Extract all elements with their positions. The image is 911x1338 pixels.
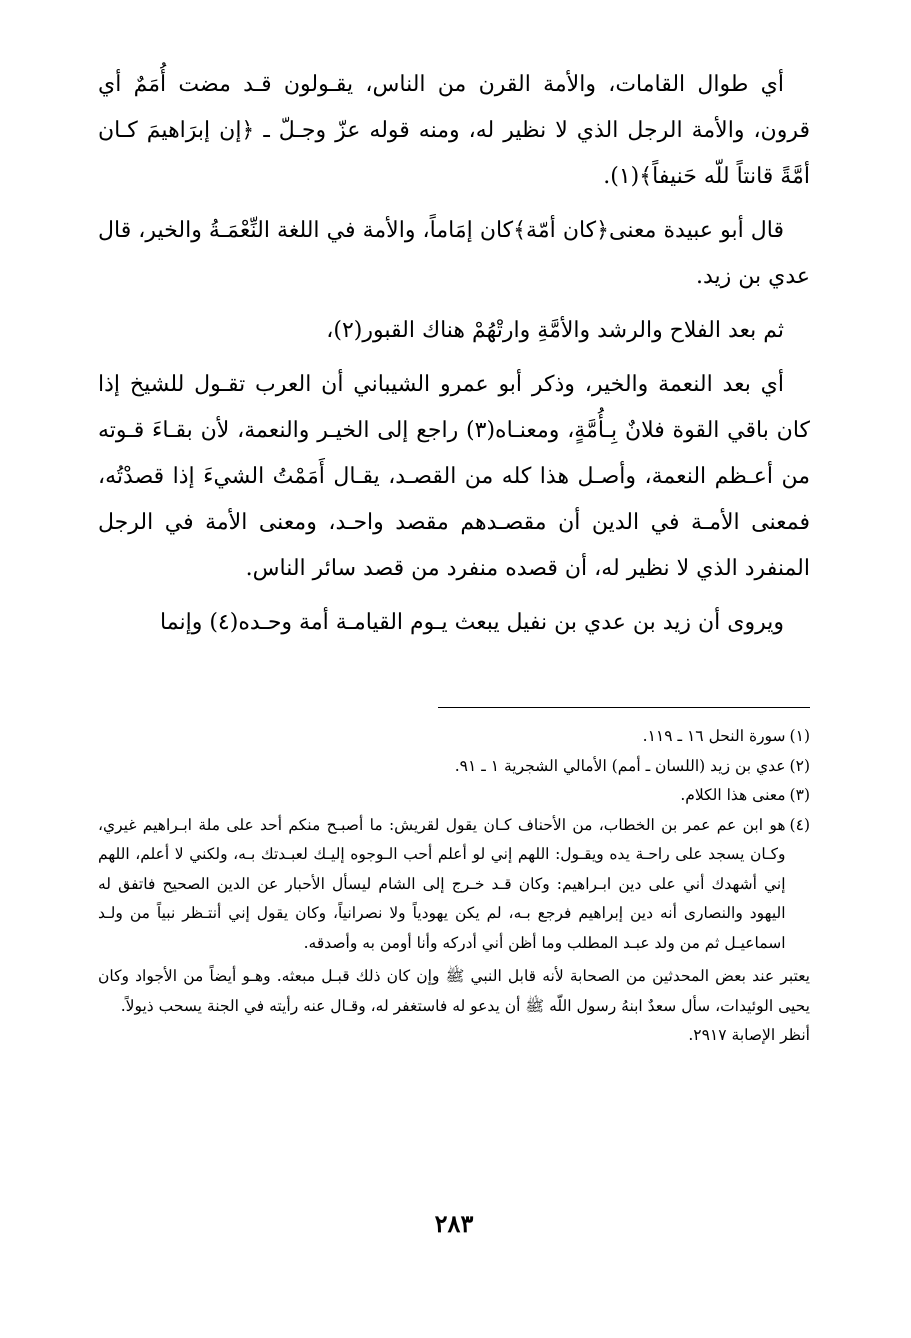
paragraph-4: ويروى أن زيد بن عدي بن نفيل يبعث يـوم القيامـة أمة وحـده(٤) وإنما (160, 610, 784, 635)
verse-line: ثم بعد الفلاح والرشد والأمَّةِ وارتْهُمْ هناك القبور(٢)، (326, 318, 784, 343)
footnote-3 (98, 781, 810, 811)
footnote-4-continuation: يعتبر عند بعض المحدثين من الصحابة لأنه قابل النبي ﷺ وإن كان ذلك قبـل مبعثه. وهـو أيضاً من الأجواد وكان يحيى الوئيدات، سأل سعدٌ ابنهُ رسول اللّه ﷺ أن يدعو له فاستغفر له، وقـال عنه رأيته في الجنة يسحب ذيولاً. (98, 967, 810, 1015)
footnote-number: (٤) (789, 815, 810, 834)
footnote-number: (٢) (789, 756, 810, 775)
footnote-text: معنى هذا الكلام. (680, 786, 786, 804)
footnote-2 (98, 752, 810, 782)
book-page (98, 62, 810, 1282)
footnote-text: هو ابن عم عمر بن الخطاب، من الأحناف كـان يقول لقريش: ما أصبـح منكم أحد على ملة ابـراهيم غيري، وكـان يسجد على راحـة يده ويقـول: اللهم إني لو أعلم أحب الـوجوه إليـك لعبـدتك بـه، ولكني لا أعلم، اللهم إني أشهدك أني على دين ابـراهيم: وكان قـد خـرج إلى الشام ليسأل الأحبار عن الدين الصحيح فاتفق له اليهود والنصارى أنه دين إبراهيم فرجع بـه، لم يكن يهودياً ولا نصرانياً، وكان يقول إني أنتـظر نبياً من ولـد اسماعيـل ثم من ولد عبـد المطلب وما أظن أني أدركه وأنا أومن به وأصدقه. (98, 815, 786, 952)
footnotes (98, 722, 810, 1051)
footnote-text: سورة النحل ١٦ ـ ١١٩. (642, 727, 786, 745)
footnote-1 (98, 722, 810, 752)
page-number: ٢٨٣ (434, 1209, 474, 1238)
paragraph-1: أي طوال القامات، والأمة القرن من الناس، يقـولون قـد مضت أُمَمٌ أي قرون، والأمة الرجل الذي لا نظير له، ومنه قوله عزّ وجـلّ ـ ﴿إن إبرَاهيمَ كـان أمَّةً قانتاً للّه حَنيفاً﴾(١). (98, 72, 810, 189)
footnote-text: عدي بن زيد (اللسان ـ أمم) الأمالي الشجرية ١ ـ ٩١. (454, 756, 786, 775)
footnote-number: (٣) (789, 786, 810, 804)
paragraph-2: قال أبو عبيدة معنى﴿كان أمّة﴾كان إمَاماً، والأمة في اللغة النِّعْمَـةُ والخير، قال عدي بن زيد. (98, 218, 810, 289)
paragraph-3: أي بعد النعمة والخير، وذكر أبو عمرو الشيباني أن العرب تقـول للشيخ إذا كان باقي القوة فلانٌ بِـأُمَّةٍ، ومعنـاه(٣) راجع إلى الخيـر والنعمة، لأن بقـاءَ قـوته من أعـظم النعمة، وأصـل هذا كله من القصـد، يقـال أَمَمْتُ الشيءَ إذا قصدْتُه، فمعنى الأمـة في الدين أن مقصـدهم مقصد واحـد، ومعنى الأمة في الرجل المنفرد الذي لا نظير له، أن قصده منفرد من قصد سائر الناس. (98, 372, 810, 581)
footnote-4-reference: أنظر الإصابة ٢٩١٧. (688, 1026, 810, 1044)
footnote-separator (438, 707, 810, 708)
main-text (98, 62, 810, 646)
footnote-4 (98, 811, 810, 959)
footnote-number: (١) (789, 727, 810, 745)
